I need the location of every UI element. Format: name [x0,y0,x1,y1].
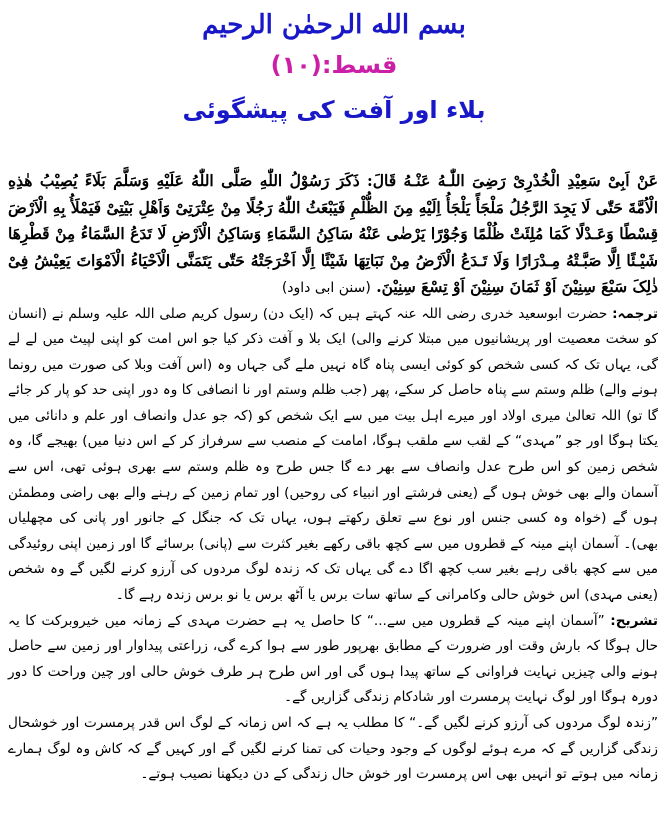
commentary-paragraph-1 [8,609,658,711]
article-title: بلاء اور آفت کی پیشگوئی [182,96,486,124]
translation-paragraph [8,302,658,609]
translation-label: ترجمہ: [612,305,658,322]
episode-number: قسط:(۱۰) [270,51,398,79]
hadith-text [8,168,658,302]
hadith-source: (سنن ابی داود) [281,280,371,296]
article-body [8,168,658,788]
commentary-text-2: ”زندہ لوگ مردوں کی آرزو کرنے لگیں گے۔“ کا مطلب یہ ہے کہ اس زمانہ کے لوگ اس قدر پرمسرت اور خوشحال زندگی گزاریں گے کہ مرے ہوئے لوگوں کے وجود وحیات کی تمنا کرنے لگیں گے اور کہیں گے کہ کاش وہ لوگ ہمارے زمانہ میں ہوتے تو انہیں بھی اس پرمسرت اور خوش حال زندگی کے دن دیکھنا نصیب ہوتے۔ [8,715,658,783]
translation-text: حضرت ابوسعید خدری رضی اللہ عنہ کہتے ہیں کہ (ایک دن) رسول کریم صلی اللہ علیہ وسلم نے (انسان کو سخت معصیت اور پریشانیوں میں مبتلا کرنے والی) ایک بلا و آفت ذکر کیا جو اس امت کو اپنی لپیٹ میں لے لے گی، یہاں تک کہ کسی شخص کو کوئی ایسی پناہ گاہ نہیں ملے گی جہاں وہ (اس آفت وبلا کی صورت میں رونما ہونے والے) ظلم وستم سے پناہ حاصل کر سکے، پھر (جب ظلم وستم اور نا انصافی کا وہ دور اپنی حد کو پار کر جائے گا تو) اللہ تعالیٰ میری اولاد اور میرے اہل بیت میں سے ایک شخص کو (کہ جو عدل وانصاف اور علم و دانائی میں یکتا ہوگا اور جو ”مہدی“ کے لقب سے ملقب ہوگا، امامت کے منصب سے سرفراز کر کے اس دنیا میں) بھیجے گا، وہ شخص زمین کو اس طرح عدل وانصاف سے بھر دے گا جس طرح وہ ظلم وستم سے بھری ہوئی تھی، اس سے آسمان والے بھی خوش ہوں گے (یعنی فرشتے اور انبیاء کی روحیں) اور تمام زمین کے رہنے والے بھی راضی ومطمئن ہوں گے (خواہ وہ کسی جنس اور نوع سے تعلق رکھتے ہوں، یہاں تک کہ جنگل کے جانور اور پانی کی مچھلیاں بھی)۔ آسمان اپنے مینہ کے قطروں میں سے کچھ باقی رکھے بغیر کثرت سے (پانی) برسائے گا اور زمین اپنی روئیدگی میں سے کچھ باقی رہے بغیر سب کچھ اگا دے گی یہاں تک کہ زندہ لوگ مردوں کی آرزو کرنے لگیں گے وہ شخص (یعنی مہدی) اس خوش حالی وکامرانی کے ساتھ سات برس یا آٹھ برس یا نو برس زندہ رہے گا۔ [8,305,658,604]
commentary-paragraph-2 [8,711,658,788]
commentary-label: تشریح: [610,612,658,629]
commentary-text-1: ”آسمان اپنے مینہ کے قطروں میں سے...“ کا حاصل یہ ہے حضرت مہدی کے زمانہ میں خیروبرکت کا یہ حال ہوگا کہ بارش وقت اور ضرورت کے مطابق بھرپور طور سے ہوا کرے گی، زراعتی پیداوار اور زمین سے حاصل ہونے والی چیزیں نہایت فراوانی کے ساتھ پیدا ہوں گی اور اس طرح ہر طرف خوش حالی اور چین وراحت کا دور دورہ ہوگا اور لوگ نہایت پرمسرت اور شادکام زندگی گزاریں گے۔ [8,612,658,706]
basmala-heading: بسم الله الرحمٰن الرحيم [202,10,466,40]
hadith-arabic: عَنْ اَبِیْ سَعِیْدِ الْخُدْرِیْ رَضِیَ اللّٰـهُ عَنْـهُ قَالَ: ذَکَرَ رَسُوْلُ اللّٰهِ صَلَّی اللّٰهُ عَلَیْهِ وَسَلَّمَ بَلَاءً یُصِیْبُ هٰذِهِ الْاُمَّةَ حَتّٰی لَا یَجِدَ الرَّجُلُ مَلْجَأً یَلْجَأُ اِلَیْهِ مِنَ الظُّلْمِ فَیَبْعَثُ اللّٰهُ رَجُلًا مِنْ عِتْرَتِیْ وَاَهْلِ بَیْتِیْ فَیَمْلَأُ بِهِ الْاَرْضَ قِسْطًا وَعَـدْلًا کَمَا مُلِئَتْ ظُلْمًا وَجُوْرًا یَرْضٰی عَنْهُ سَاکِنُ السَّمَاءِ وَسَاکِنُ الْاَرْضِ لَا تَدَعُ السَّمَاءُ مِنْ قَطْرِهَا شَیْـئًا اِلَّا صَبَّـتْهُ مِـدْرَارًا وَلَا تَـدَعُ الْاَرْضُ مِنْ نَبَاتِهَا شَیْئًا اِلَّا اَخْرَجَتْهُ حَتّٰی یَتَمَنَّی الْاَحْیَاءُ الْاَمْوَاتَ یَعِیْشُ فِیْ ذٰلِکَ سَبْعَ سِنِیْنَ اَوْ ثَمَانَ سِنِیْنَ اَوْ تِسْعَ سِنِیْنَ. [8,171,658,296]
